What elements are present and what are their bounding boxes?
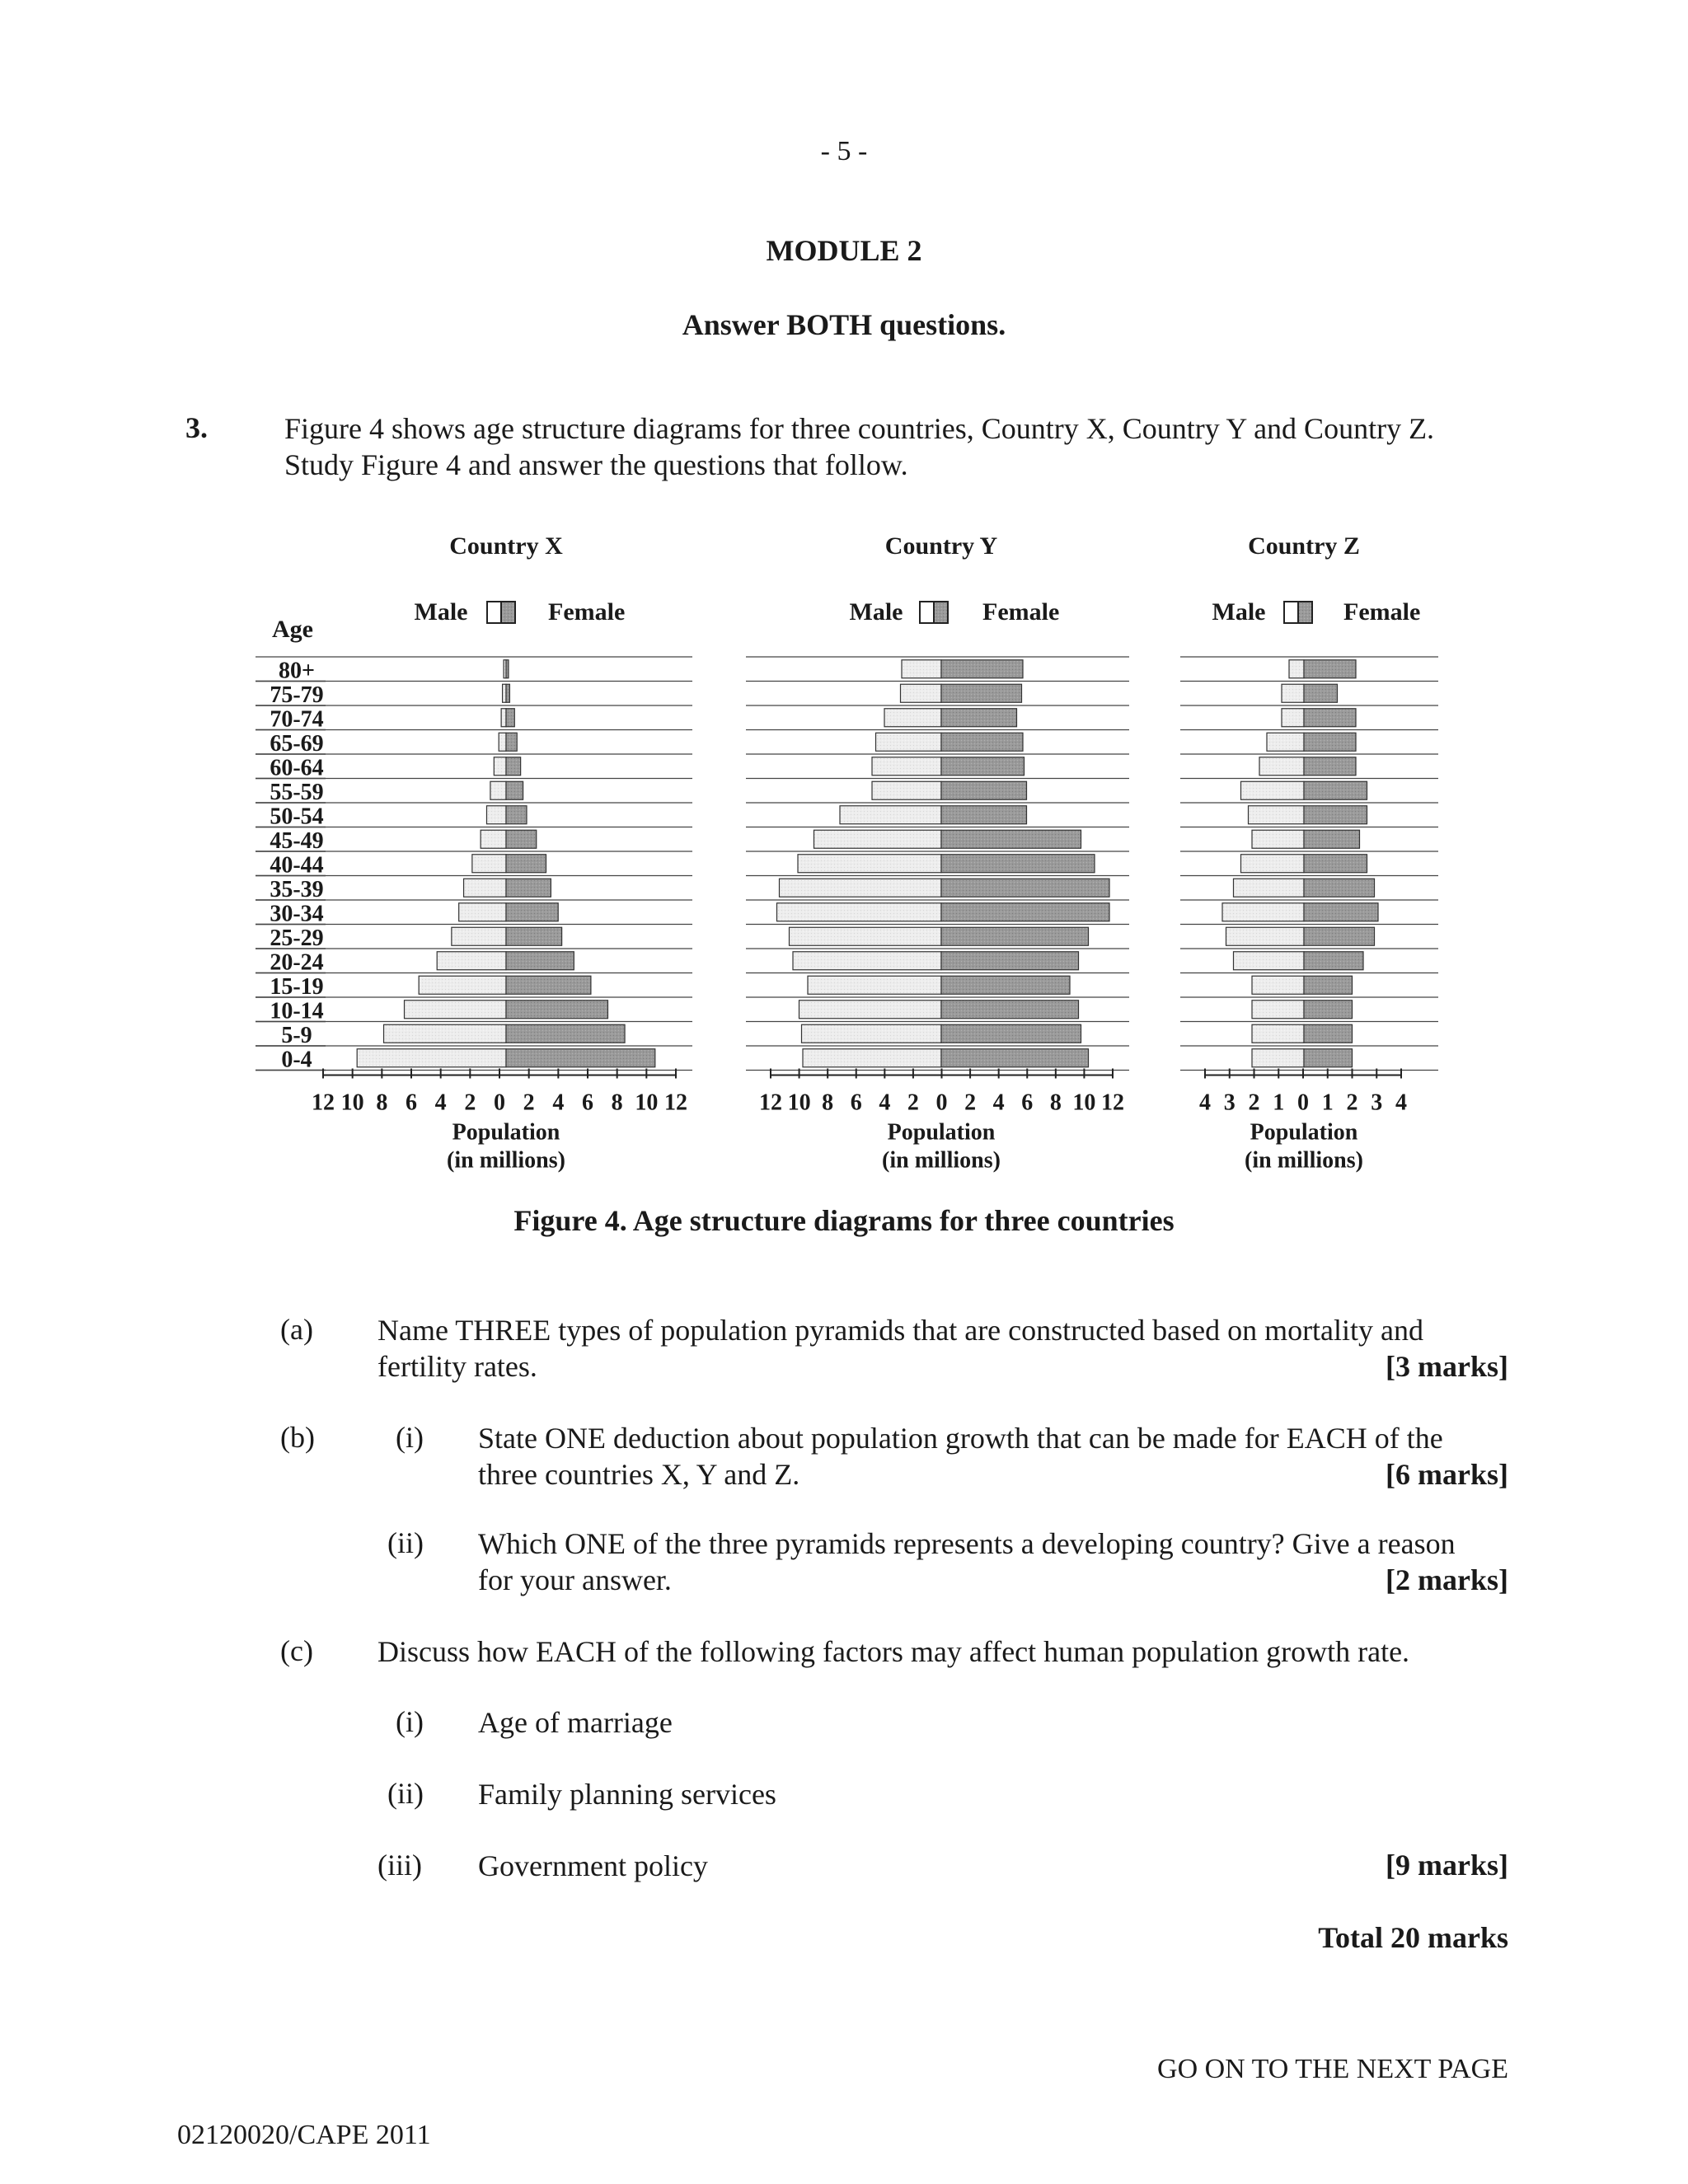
x-tick-label: 12	[664, 1090, 687, 1116]
part-c-i-label: (i)	[396, 1705, 424, 1738]
x-axis-title: Population	[887, 1119, 996, 1146]
male-bar	[1252, 1049, 1304, 1067]
legend-male-swatch	[920, 602, 934, 623]
female-bar	[941, 830, 1081, 848]
age-group-label: 75-79	[270, 682, 324, 708]
x-axis-title: Population	[1250, 1119, 1358, 1146]
x-tick-label: 8	[822, 1090, 834, 1116]
x-tick-label: 4	[434, 1090, 447, 1116]
male-bar	[901, 684, 942, 702]
female-bar	[506, 903, 558, 921]
female-bar	[506, 855, 546, 873]
legend-male-label: Male	[849, 598, 903, 626]
age-group-label: 60-64	[270, 755, 324, 781]
legend-female-label: Female	[548, 598, 626, 626]
x-tick-label: 2	[1346, 1090, 1358, 1116]
male-bar	[1249, 806, 1305, 824]
female-bar	[941, 952, 1079, 970]
x-tick-label: 4	[1395, 1090, 1407, 1116]
age-group-label: 55-59	[270, 780, 324, 805]
chart-title: Country Z	[1248, 532, 1360, 560]
male-bar	[472, 855, 506, 873]
go-on-next-page: GO ON TO THE NEXT PAGE	[1157, 2054, 1508, 2084]
age-axis-label: Age	[272, 616, 313, 643]
male-bar	[1234, 879, 1305, 897]
male-bar	[503, 684, 506, 702]
female-bar	[1304, 660, 1356, 678]
male-bar	[803, 1049, 941, 1067]
female-bar	[941, 709, 1017, 727]
part-c-ii-text: Family planning services	[478, 1778, 776, 1811]
female-bar	[1304, 952, 1363, 970]
female-bar	[941, 781, 1027, 799]
male-bar	[357, 1049, 506, 1067]
age-group-label: 0-4	[281, 1047, 312, 1073]
male-bar	[1289, 660, 1304, 678]
legend-male-swatch	[487, 602, 501, 623]
female-bar	[941, 927, 1089, 945]
female-bar	[506, 1049, 655, 1067]
female-bar	[506, 781, 523, 799]
male-bar	[437, 952, 506, 970]
part-c-label: (c)	[280, 1634, 313, 1667]
x-tick-label: 8	[1049, 1090, 1062, 1116]
male-bar	[802, 1024, 942, 1043]
part-c-iii-text: Government policy	[478, 1849, 708, 1882]
female-bar	[1304, 1024, 1353, 1043]
figure-caption: Figure 4. Age structure diagrams for three countries	[513, 1204, 1175, 1237]
male-bar	[1282, 684, 1304, 702]
x-tick-label: 8	[611, 1090, 623, 1116]
female-bar	[941, 855, 1095, 873]
male-bar	[459, 903, 506, 921]
female-bar	[941, 879, 1109, 897]
male-bar	[452, 927, 506, 945]
male-bar	[840, 806, 941, 824]
part-a-line-1: Name THREE types of population pyramids that are constructed based on mortality and	[377, 1314, 1424, 1347]
age-group-label: 80+	[279, 658, 315, 684]
male-bar	[1267, 733, 1304, 751]
female-bar	[1304, 830, 1360, 848]
female-bar	[1304, 709, 1356, 727]
male-bar	[499, 733, 506, 751]
age-group-label: 50-54	[270, 804, 324, 830]
x-tick-label: 4	[879, 1090, 891, 1116]
male-bar	[793, 952, 941, 970]
x-tick-label: 3	[1371, 1090, 1383, 1116]
part-a-marks: [3 marks]	[1386, 1350, 1508, 1383]
age-group-label: 35-39	[270, 877, 324, 902]
x-tick-label: 4	[552, 1090, 565, 1116]
pyramids-group	[256, 532, 1438, 1174]
instruction: Answer BOTH questions.	[682, 308, 1006, 341]
x-tick-label: 2	[1248, 1090, 1260, 1116]
part-b-ii-label: (ii)	[387, 1526, 424, 1559]
x-tick-label: 8	[376, 1090, 388, 1116]
male-bar	[1252, 1024, 1304, 1043]
female-bar	[506, 830, 537, 848]
question-number: 3.	[185, 411, 208, 444]
female-bar	[1304, 879, 1375, 897]
female-bar	[1304, 1001, 1353, 1019]
x-tick-label: 6	[850, 1090, 862, 1116]
male-bar	[1234, 952, 1305, 970]
question-intro-line-1: Figure 4 shows age structure diagrams for three countries, Country X, Country Y and Country Z.	[284, 412, 1435, 445]
part-c-ii-label: (ii)	[387, 1777, 424, 1810]
x-tick-label: 2	[964, 1090, 977, 1116]
female-bar	[1304, 927, 1375, 945]
part-c-marks: [9 marks]	[1386, 1849, 1508, 1882]
male-bar	[902, 660, 941, 678]
female-bar	[941, 903, 1109, 921]
x-tick-label: 0	[494, 1090, 505, 1116]
legend-male-label: Male	[414, 598, 468, 626]
x-axis-unit: (in millions)	[1245, 1147, 1363, 1174]
x-tick-label: 1	[1321, 1090, 1334, 1116]
x-tick-label: 10	[1072, 1090, 1096, 1116]
female-bar	[1304, 855, 1367, 873]
part-b-ii-marks: [2 marks]	[1386, 1563, 1508, 1596]
x-axis-unit: (in millions)	[447, 1147, 565, 1174]
x-tick-label: 0	[1297, 1090, 1309, 1116]
x-tick-label: 10	[635, 1090, 659, 1116]
male-bar	[790, 927, 942, 945]
female-bar	[941, 1049, 1089, 1067]
part-b-i-line-1: State ONE deduction about population growth that can be made for EACH of the	[478, 1422, 1443, 1455]
part-c-i-text: Age of marriage	[478, 1706, 673, 1739]
x-tick-label: 6	[406, 1090, 417, 1116]
female-bar	[506, 709, 514, 727]
part-b-ii-line-2: for your answer.	[478, 1563, 672, 1596]
female-bar	[941, 806, 1027, 824]
male-bar	[876, 733, 942, 751]
x-axis-unit: (in millions)	[882, 1147, 1001, 1174]
age-group-label: 70-74	[270, 706, 324, 733]
total-marks: Total 20 marks	[1318, 1921, 1508, 1954]
x-axis-title: Population	[452, 1119, 560, 1146]
male-bar	[419, 976, 506, 994]
female-bar	[941, 733, 1023, 751]
legend-female-swatch	[934, 602, 948, 623]
female-bar	[1304, 1049, 1353, 1067]
male-bar	[501, 709, 506, 727]
x-tick-label: 0	[935, 1090, 948, 1116]
male-bar	[486, 806, 506, 824]
female-bar	[941, 1024, 1081, 1043]
male-bar	[1222, 903, 1304, 921]
male-bar	[872, 781, 941, 799]
x-tick-label: 2	[523, 1090, 535, 1116]
male-bar	[1252, 976, 1304, 994]
female-bar	[506, 1001, 607, 1019]
male-bar	[494, 757, 506, 776]
x-tick-label: 12	[312, 1090, 335, 1116]
x-tick-label: 1	[1273, 1090, 1285, 1116]
female-bar	[506, 976, 591, 994]
male-bar	[872, 757, 941, 776]
chart-title: Country Y	[884, 532, 998, 560]
legend-male-label: Male	[1212, 598, 1266, 626]
x-tick-label: 2	[464, 1090, 476, 1116]
part-c-text: Discuss how EACH of the following factors may affect human population growth rate.	[377, 1635, 1410, 1668]
legend-female-label: Female	[982, 598, 1060, 626]
legend-female-swatch	[501, 602, 515, 623]
female-bar	[1304, 903, 1378, 921]
part-b-i-text	[478, 1420, 1508, 1493]
legend-male-swatch	[1284, 602, 1298, 623]
part-b-i-label: (i)	[396, 1421, 424, 1454]
male-bar	[384, 1024, 506, 1043]
male-bar	[1241, 781, 1305, 799]
female-bar	[941, 757, 1025, 776]
page-number: - 5 -	[820, 136, 868, 166]
age-group-label: 5-9	[281, 1023, 312, 1048]
age-group-label: 40-44	[270, 852, 324, 879]
female-bar	[506, 757, 521, 776]
female-bar	[506, 684, 509, 702]
female-bar	[1304, 806, 1367, 824]
age-group-label: 15-19	[270, 974, 324, 1000]
female-bar	[1304, 781, 1367, 799]
female-bar	[941, 684, 1022, 702]
legend-female-label: Female	[1343, 598, 1421, 626]
female-bar	[941, 1001, 1079, 1019]
female-bar	[1304, 733, 1356, 751]
x-tick-label: 3	[1223, 1090, 1236, 1116]
female-bar	[941, 660, 1023, 678]
female-bar	[506, 1024, 625, 1043]
male-bar	[464, 879, 506, 897]
male-bar	[1252, 1001, 1304, 1019]
female-bar	[506, 806, 527, 824]
male-bar	[490, 781, 506, 799]
part-b-i-line-2: three countries X, Y and Z.	[478, 1458, 800, 1491]
part-a-text	[377, 1312, 1508, 1385]
female-bar	[506, 733, 517, 751]
female-bar	[1304, 976, 1353, 994]
part-a-label: (a)	[280, 1313, 313, 1346]
male-bar	[808, 976, 941, 994]
x-tick-label: 6	[1021, 1090, 1034, 1116]
female-bar	[506, 879, 551, 897]
male-bar	[1259, 757, 1304, 776]
question-intro-line-2: Study Figure 4 and answer the questions that follow.	[284, 448, 908, 481]
male-bar	[1252, 830, 1304, 848]
part-c-iii-label: (iii)	[377, 1849, 422, 1882]
module-title: MODULE 2	[766, 234, 922, 267]
x-tick-label: 10	[787, 1090, 811, 1116]
x-tick-label: 12	[1101, 1090, 1124, 1116]
male-bar	[1282, 709, 1304, 727]
part-b-ii-line-1: Which ONE of the three pyramids represents a developing country? Give a reason	[478, 1527, 1456, 1560]
male-bar	[481, 830, 506, 848]
part-b-i-marks: [6 marks]	[1386, 1458, 1508, 1491]
age-group-label: 20-24	[270, 949, 324, 976]
age-group-label: 45-49	[270, 828, 324, 854]
chart-title: Country X	[449, 532, 563, 560]
male-bar	[884, 709, 941, 727]
female-bar	[941, 976, 1070, 994]
x-tick-label: 4	[1199, 1090, 1211, 1116]
female-bar	[1304, 684, 1338, 702]
male-bar	[1241, 855, 1305, 873]
male-bar	[814, 830, 942, 848]
female-bar	[506, 952, 574, 970]
female-bar	[506, 660, 509, 678]
age-group-label: 65-69	[270, 731, 324, 757]
x-tick-label: 6	[582, 1090, 593, 1116]
x-tick-label: 2	[907, 1090, 919, 1116]
male-bar	[1226, 927, 1305, 945]
male-bar	[780, 879, 942, 897]
age-group-label: 30-34	[270, 901, 324, 927]
male-bar	[799, 1001, 942, 1019]
x-tick-label: 4	[992, 1090, 1005, 1116]
age-group-label: 10-14	[270, 998, 324, 1024]
x-tick-label: 10	[340, 1090, 364, 1116]
paper-code: 02120020/CAPE 2011	[177, 2120, 431, 2150]
female-bar	[506, 927, 562, 945]
female-bar	[1304, 757, 1356, 776]
x-tick-label: 12	[759, 1090, 782, 1116]
legend-female-swatch	[1298, 602, 1312, 623]
part-b-ii-text	[478, 1526, 1508, 1598]
age-group-label: 25-29	[270, 926, 324, 951]
male-bar	[405, 1001, 506, 1019]
male-bar	[798, 855, 941, 873]
part-a-line-2: fertility rates.	[377, 1350, 537, 1383]
male-bar	[777, 903, 942, 921]
part-b-label: (b)	[280, 1421, 315, 1454]
